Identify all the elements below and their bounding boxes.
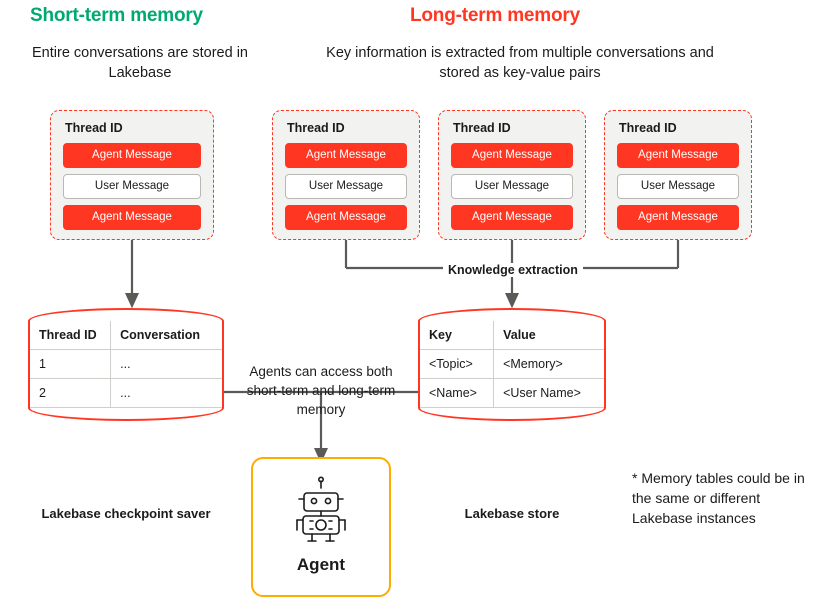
user-message: User Message — [285, 174, 407, 199]
agent-message: Agent Message — [617, 205, 739, 230]
column-header-thread-id: Thread ID — [30, 321, 111, 350]
user-message: User Message — [451, 174, 573, 199]
lakebase-checkpoint-cylinder — [28, 308, 224, 421]
cylinder-body — [28, 321, 224, 408]
cell-thread-id: 2 — [30, 379, 111, 408]
agent-label: Agent — [296, 555, 346, 574]
user-message: User Message — [63, 174, 201, 199]
agent-message: Agent Message — [63, 143, 201, 168]
table-header-row — [30, 321, 222, 350]
long-term-title: Long-term memory — [410, 5, 580, 26]
agent-message: Agent Message — [451, 143, 573, 168]
knowledge-extraction-label-wrap — [443, 261, 583, 279]
agent-message: Agent Message — [285, 205, 407, 230]
cell-value: <Memory> — [494, 350, 604, 379]
agent-message: Agent Message — [451, 205, 573, 230]
knowledge-extraction-label: Knowledge extraction — [443, 263, 583, 277]
table-row — [30, 379, 222, 408]
checkpoint-table — [30, 321, 222, 408]
cylinder-body — [418, 321, 606, 408]
thread-id-label: Thread ID — [453, 121, 511, 135]
lakebase-store-caption: Lakebase store — [464, 506, 560, 521]
thread-id-label: Thread ID — [619, 121, 677, 135]
checkpoint-saver-caption: Lakebase checkpoint saver — [41, 506, 211, 521]
long-term-subtitle: Key information is extracted from multiple conversations and stored as key-value pairs — [326, 45, 714, 81]
column-header-key: Key — [420, 321, 494, 350]
table-row — [30, 350, 222, 379]
store-table — [420, 321, 604, 408]
table-row — [420, 350, 604, 379]
agent-message: Agent Message — [617, 143, 739, 168]
cell-value: <User Name> — [494, 379, 604, 408]
short-term-subtitle: Entire conversations are stored in Lakebase — [32, 45, 248, 81]
cell-key: <Name> — [420, 379, 494, 408]
thread-id-label: Thread ID — [287, 121, 345, 135]
agent-box — [251, 457, 391, 597]
thread-id-label: Thread ID — [65, 121, 123, 135]
cell-key: <Topic> — [420, 350, 494, 379]
agent-message: Agent Message — [63, 205, 201, 230]
cell-conversation: ... — [111, 350, 222, 379]
column-header-conversation: Conversation — [111, 321, 222, 350]
agent-access-note: Agents can access both short-term and long-term memory — [246, 364, 396, 417]
lakebase-store-cylinder — [418, 308, 606, 421]
footnote: * Memory tables could be in the same or different Lakebase instances — [632, 470, 805, 526]
table-header-row — [420, 321, 604, 350]
cell-conversation: ... — [111, 379, 222, 408]
column-header-value: Value — [494, 321, 604, 350]
user-message: User Message — [617, 174, 739, 199]
cell-thread-id: 1 — [30, 350, 111, 379]
table-row — [420, 379, 604, 408]
robot-icon — [253, 475, 389, 549]
short-term-title: Short-term memory — [30, 5, 203, 26]
agent-message: Agent Message — [285, 143, 407, 168]
